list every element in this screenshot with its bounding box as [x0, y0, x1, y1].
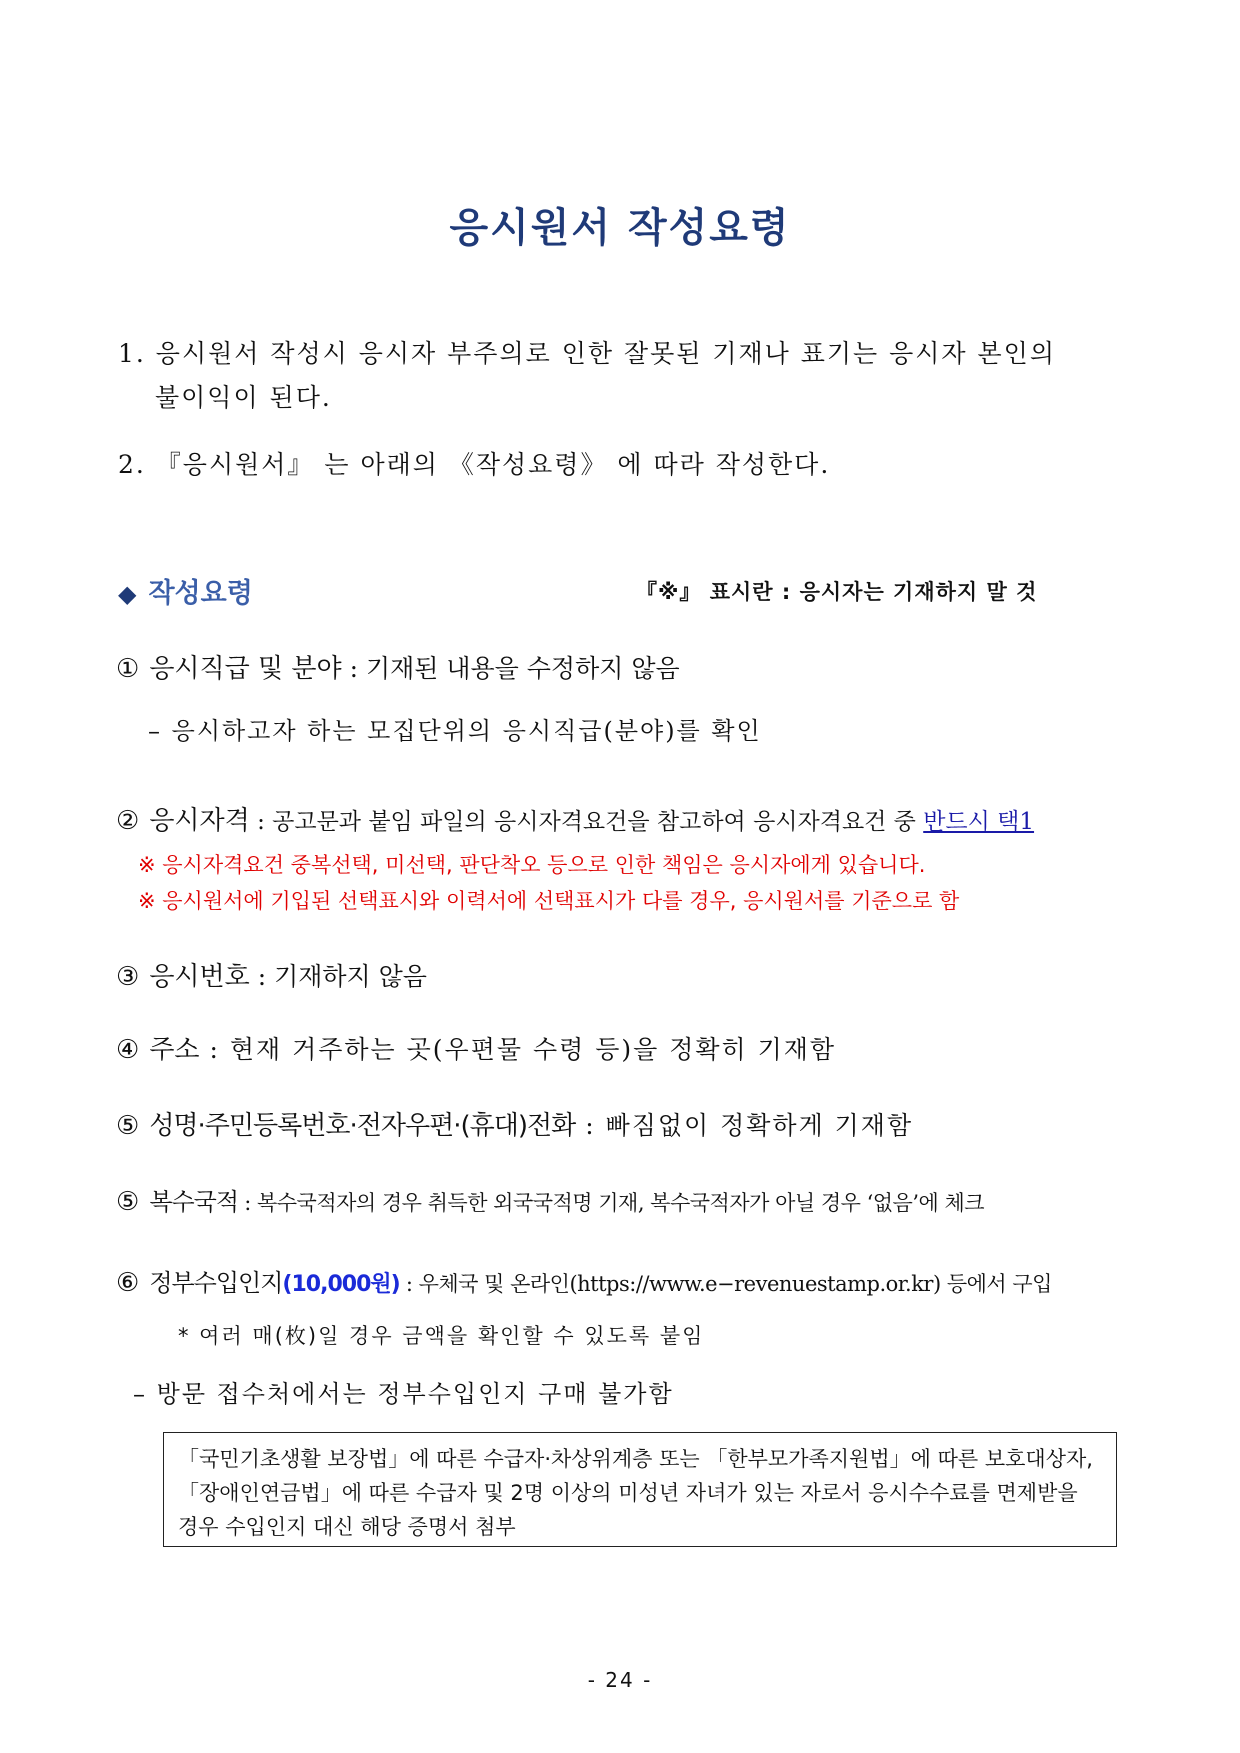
page-title: 응시원서 작성요령 [449, 205, 791, 251]
item-description: : 기재된 내용을 수정하지 않음 [341, 654, 680, 683]
section-heading-label: 작성요령 [148, 578, 253, 609]
item-label: 복수국적 [149, 1188, 239, 1216]
stamp-note: * 여러 매(枚)일 경우 금액을 확인할 수 있도록 붙임 [178, 1324, 705, 1348]
item-label: 성명·주민등록번호·전자우편·(휴대)전화 [149, 1111, 576, 1141]
item-address [116, 1029, 836, 1066]
item-position [116, 648, 680, 685]
warning-line-2: ※ 응시원서에 기입된 선택표시와 이력서에 선택표시가 다를 경우, 응시원서를 기준으로 함 [138, 889, 960, 913]
stamp-fee: (10,000원) [282, 1272, 400, 1297]
item-qualification [116, 800, 1034, 837]
item-label: 응시자격 [149, 806, 250, 836]
required-select-one-link[interactable]: 반드시 택1 [923, 809, 1035, 835]
item-number: ② [116, 806, 140, 836]
intro-paragraph-2: 2. 『응시원서』 는 아래의 《작성요령》 에 따라 작성한다. [118, 450, 831, 479]
section-heading [118, 571, 253, 610]
item-revenue-stamp [116, 1263, 1052, 1298]
stamp-purchase-note: – 방문 접수처에서는 정부수입인지 구매 불가함 [133, 1380, 674, 1408]
item-number: ④ [116, 1035, 140, 1065]
page-number: - 24 - [587, 1668, 653, 1692]
item-label: 주소 [149, 1035, 200, 1065]
exemption-line-1: 「국민기초생활 보장법」에 따른 수급자·차상위계층 또는 「한부모가족지원법」에 따른 보호대상자, [178, 1447, 1093, 1471]
item-description: : 우체국 및 온라인(https://www.e−revenuestamp.or.kr) 등에서 구입 [399, 1272, 1052, 1296]
item-number: ① [116, 654, 140, 684]
item-description: : 기재하지 않음 [249, 962, 427, 991]
item-number: ③ [116, 962, 140, 992]
item-description: : 현재 거주하는 곳(우편물 수령 등)을 정확히 기재함 [199, 1035, 837, 1064]
item-number: ⑤ [116, 1111, 140, 1141]
item-position-note: – 응시하고자 하는 모집단위의 응시직급(분야)를 확인 [148, 717, 762, 745]
item-personal-info [116, 1105, 913, 1142]
item-exam-number [116, 956, 427, 993]
diamond-bullet-icon: ◆ [118, 580, 137, 608]
item-number: ⑥ [116, 1268, 140, 1298]
exemption-line-2: 「장애인연금법」에 따른 수급자 및 2명 이상의 미성년 자녀가 있는 자로서 응시수수료를 면제받을 [178, 1481, 1078, 1505]
item-label: 정부수입인지 [149, 1269, 283, 1297]
item-number: ⑤ [116, 1187, 140, 1217]
exemption-notice-box [163, 1432, 1117, 1547]
warning-line-1: ※ 응시자격요건 중복선택, 미선택, 판단착오 등으로 인한 책임은 응시자에게 있습니다. [138, 853, 926, 877]
item-label: 응시직급 및 분야 [149, 654, 342, 684]
item-description: : 복수국적자의 경우 취득한 외국국적명 기재, 복수국적자가 아닐 경우 ‘없음’에 체크 [238, 1191, 985, 1215]
intro-paragraph-1-cont: 불이익이 된다. [155, 383, 332, 412]
section-note: 『※』 표시란 : 응시자는 기재하지 말 것 [636, 580, 1038, 604]
exemption-line-3: 경우 수입인지 대신 해당 증명서 첨부 [178, 1515, 516, 1539]
item-dual-nationality [116, 1182, 984, 1217]
intro-paragraph-1: 1. 응시원서 작성시 응시자 부주의로 인한 잘못된 기재나 표기는 응시자 본인의 [118, 339, 1056, 368]
item-description: : 공고문과 붙임 파일의 응시자격요건을 참고하여 응시자격요건 중 [249, 809, 924, 835]
item-description: : 빠짐없이 정확하게 기재함 [575, 1111, 914, 1140]
item-label: 응시번호 [149, 962, 250, 992]
